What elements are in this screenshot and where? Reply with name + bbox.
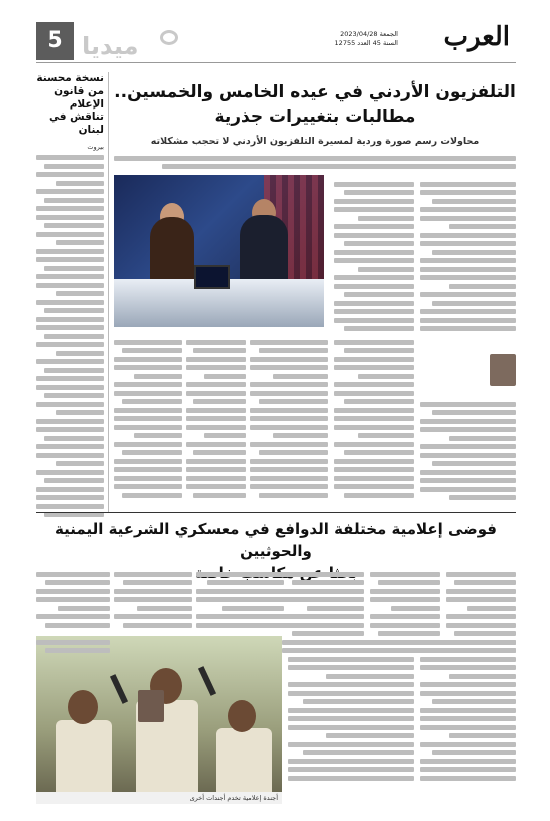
second-headline-line1: فوضى إعلامية مختلفة الدوافع في معسكري الشرعية اليمنية والحوثيين (55, 520, 497, 560)
sidebar-story (36, 72, 104, 512)
second-column-6 (36, 568, 110, 631)
author-photo (490, 354, 516, 386)
second-column-4 (196, 568, 284, 631)
sidebar-dateline: بيروت (87, 143, 104, 151)
second-column-5 (114, 568, 192, 631)
issue-number: السنة 45 العدد 12755 (334, 39, 398, 47)
lead-column-2 (334, 178, 414, 335)
issue-info (335, 30, 398, 48)
lead-intro (114, 152, 516, 173)
newspaper-logo: العرب (443, 22, 510, 52)
speech-bubble-icon (160, 30, 178, 45)
section-title: ميديا (82, 32, 139, 60)
second-column-8 (288, 636, 414, 784)
lead-headline (114, 80, 516, 130)
lead-column-1 (420, 178, 516, 335)
lead-subheadline: محاولات رسم صورة وردية لمسيرة التلفزيون الأردني لا تحجب مشكلاته (150, 136, 480, 147)
second-photo-caption: أجندة إعلامية تخدم أجندات أخرى (36, 792, 282, 804)
column-rule (108, 72, 109, 512)
lead-photo-tv-studio (114, 175, 324, 327)
second-column-7 (420, 636, 516, 784)
sidebar-body (36, 155, 104, 517)
lead-author (432, 354, 516, 394)
sidebar-headline: نسخة محسنة من قانون الإعلام تناقش في لبنان (36, 72, 104, 136)
author-photo (138, 690, 164, 722)
page-number: 5 (36, 22, 74, 60)
masthead (0, 0, 550, 62)
lead-column-6 (186, 336, 246, 501)
second-column-9 (36, 636, 110, 657)
lead-column-4 (334, 336, 414, 501)
lead-column-3 (420, 398, 516, 504)
story-divider (36, 512, 516, 513)
header-rule (36, 62, 516, 63)
lead-column-5 (250, 336, 328, 501)
second-author (116, 690, 186, 736)
lead-column-7 (114, 336, 182, 501)
lead-headline-line2: مطالبات بتغييرات جذرية (214, 107, 416, 127)
issue-date: الجمعة 2023/04/28 (340, 30, 398, 38)
lead-headline-line1: التلفزيون الأردني في عيده الخامس والخمسين.. (114, 82, 516, 102)
